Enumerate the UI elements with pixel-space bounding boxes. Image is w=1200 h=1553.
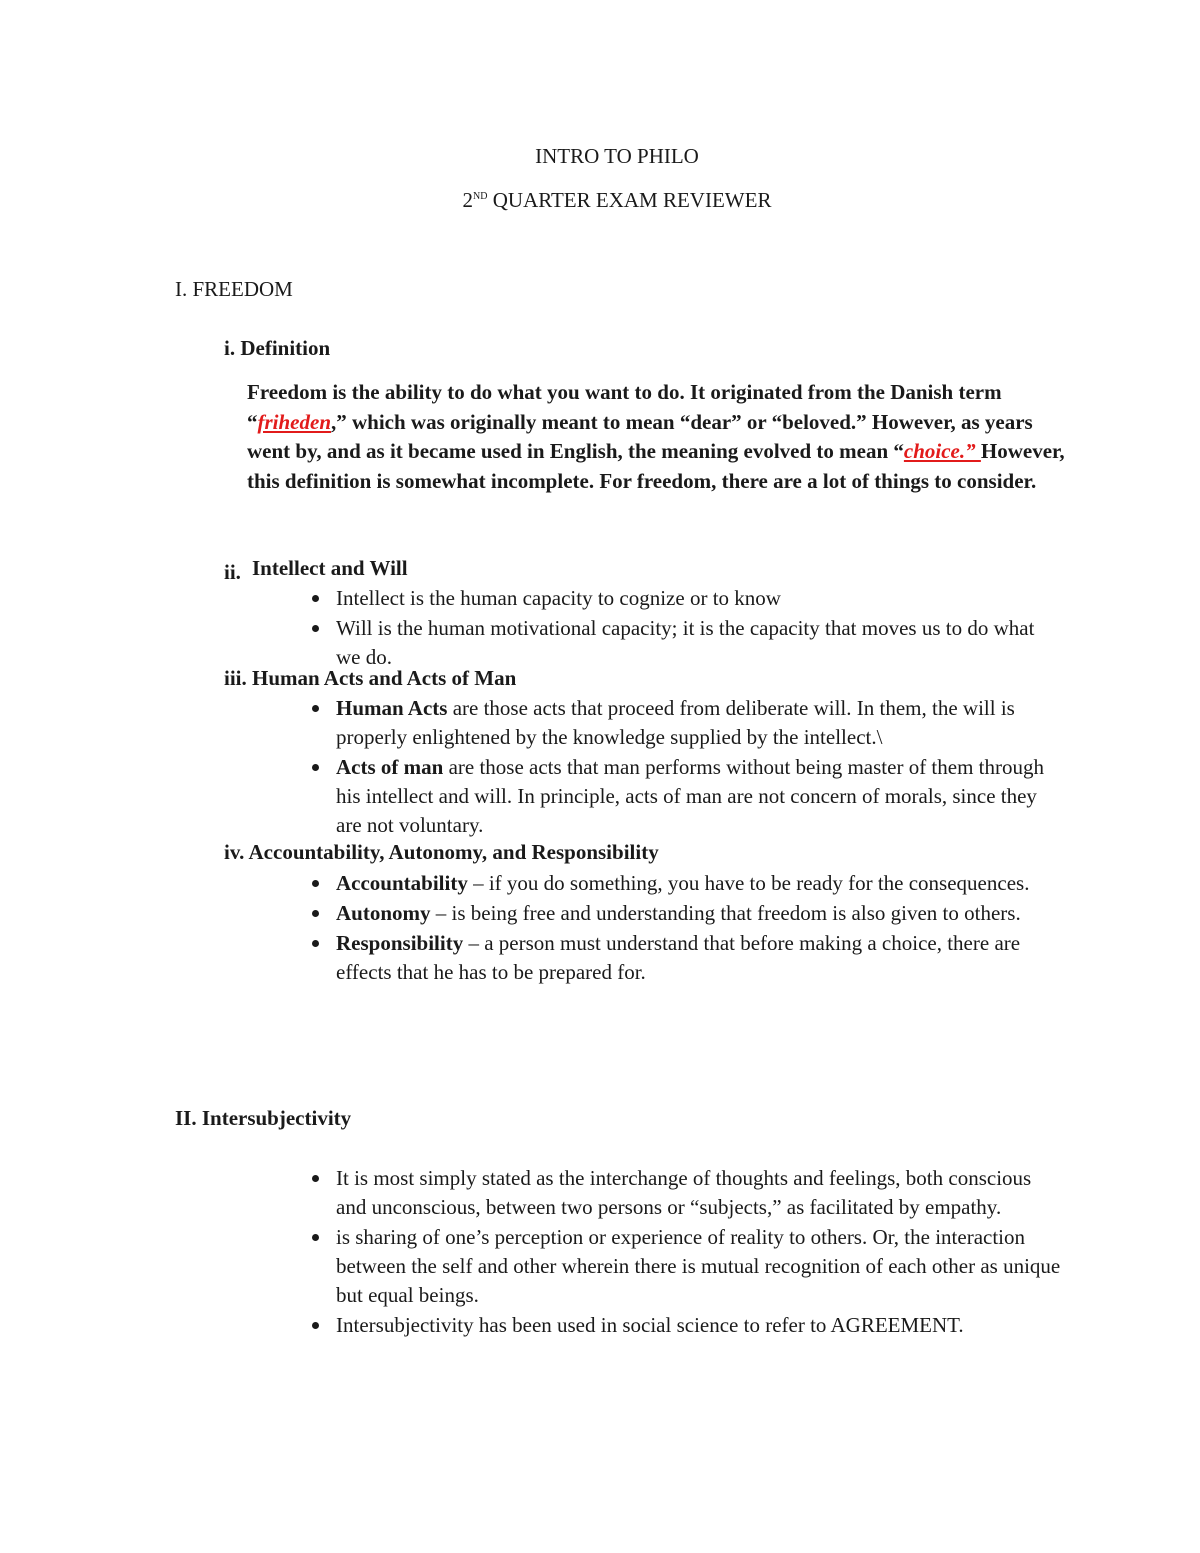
bullet-icon (312, 940, 319, 947)
friheden-term: friheden (257, 409, 331, 434)
intellect-will-label: Intellect and Will (252, 556, 408, 580)
list-item: Will is the human motivational capacity; it is the capacity that moves us to do what we do. (312, 614, 1057, 672)
accountability-heading: iv. Accountability, Autonomy, and Responsibility (224, 840, 659, 864)
bullet-icon (312, 1175, 319, 1182)
intellect-will-heading (224, 556, 408, 584)
subtitle-number: 2 (462, 188, 474, 212)
definition-paragraph (247, 378, 1067, 496)
list-item: Intellect is the human capacity to cognize or to know (312, 584, 1057, 613)
list-item: is sharing of one’s perception or experience of reality to others. Or, the interaction between the self and other wherein there is mutual recognition of each other as unique but equal beings. (312, 1223, 1064, 1310)
section-intersubjectivity-heading: II. Intersubjectivity (175, 1106, 352, 1130)
list-item: Accountability – if you do something, you have to be ready for the consequences. (312, 869, 1047, 898)
subtitle-text: QUARTER EXAM REVIEWER (487, 188, 772, 212)
document-title: INTRO TO PHILO (535, 144, 699, 168)
choice-term: choice.” (903, 439, 981, 463)
list-item: Acts of man are those acts that man performs without being master of them through his intellect and will. In principle, acts of man are not concern of morals, since they are not voluntary. (312, 753, 1057, 840)
definition-heading: i. Definition (224, 336, 331, 360)
bullet-icon (312, 1234, 319, 1241)
document-subtitle (0, 188, 1200, 213)
bullet-icon (312, 910, 319, 917)
bullet-icon (312, 625, 319, 632)
list-item: Responsibility – a person must understand that before making a choice, there are effects that he has to be prepared for. (312, 929, 1047, 987)
list-item: Autonomy – is being free and understanding that freedom is also given to others. (312, 899, 1047, 928)
intellect-will-list (312, 584, 1057, 673)
definition-text-2: ,” which was originally meant to mean “dear” or “beloved.” However, as years went by, and as it became used in English, the meaning evolved to mean “ (247, 409, 1033, 463)
bullet-icon (312, 595, 319, 602)
bullet-icon (312, 705, 319, 712)
subtitle-superscript: ND (473, 191, 488, 202)
section-freedom-heading: I. FREEDOM (175, 277, 293, 301)
list-item: Intersubjectivity has been used in social science to refer to AGREEMENT. (312, 1311, 1064, 1340)
bullet-icon (312, 1322, 319, 1329)
intellect-will-number: ii. (224, 560, 241, 584)
list-item: It is most simply stated as the interchange of thoughts and feelings, both conscious and unconscious, between two persons or “subjects,” as facilitated by empathy. (312, 1164, 1064, 1222)
definition-text-1: Freedom is the ability to do what you want to do. It originated from the Danish term “ (247, 380, 1002, 434)
intersubjectivity-list (312, 1164, 1064, 1341)
bullet-icon (312, 764, 319, 771)
human-acts-list (312, 694, 1057, 841)
bullet-icon (312, 880, 319, 887)
accountability-list (312, 869, 1047, 988)
list-item: Human Acts are those acts that proceed from deliberate will. In them, the will is properly enlightened by the knowledge supplied by the intellect.\ (312, 694, 1057, 752)
definition-text-3: However, this definition is somewhat incomplete. For freedom, there are a lot of things to consider. (247, 439, 1065, 493)
human-acts-heading: iii. Human Acts and Acts of Man (224, 666, 517, 690)
